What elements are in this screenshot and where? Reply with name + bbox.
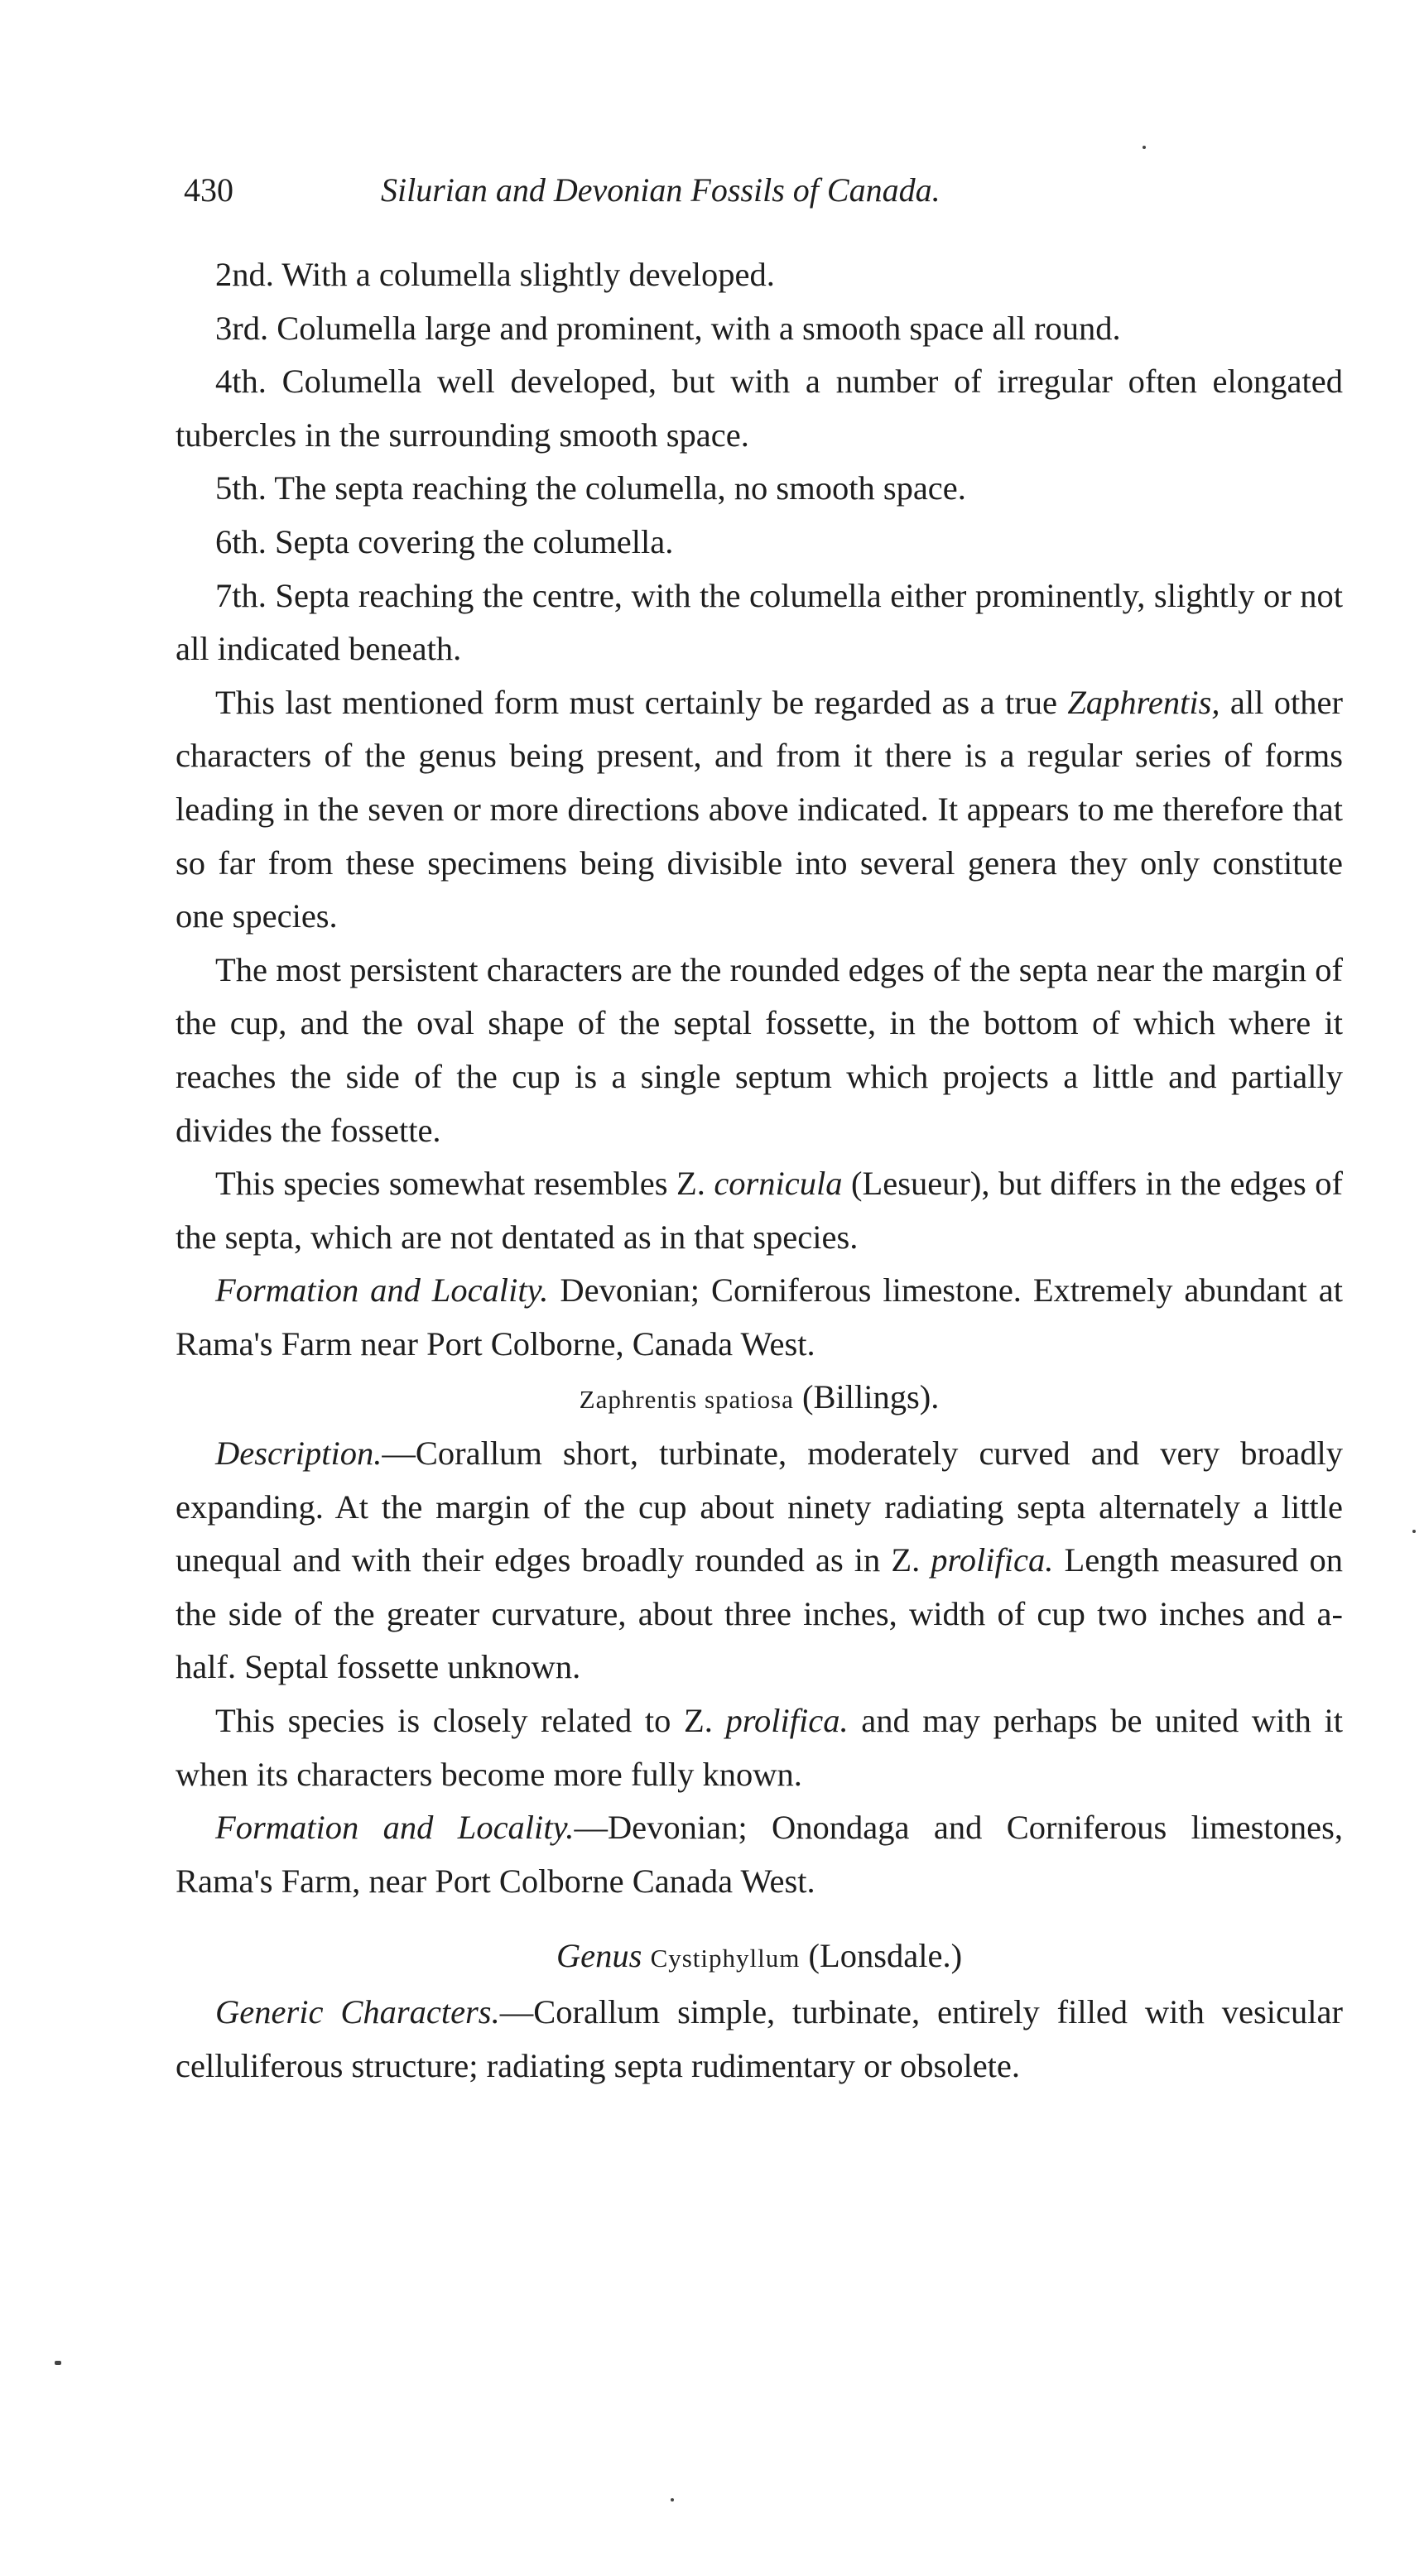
genus-label: Genus [556, 1937, 642, 1975]
description-label: Description. [215, 1435, 382, 1473]
genus-heading [176, 1930, 1343, 1986]
species-name-prolifica-2: prolifica. [725, 1702, 849, 1740]
list-item-4th: 4th. Columella well developed, but with a number of irregular often elongated tubercles in the surrounding smooth space. [176, 363, 1343, 454]
running-title: Silurian and Devonian Fossils of Canada. [381, 171, 941, 209]
print-speck [671, 2498, 674, 2502]
list-item-2nd: 2nd. With a columella slightly developed. [215, 256, 775, 293]
species-name-cornicula: cornicula [714, 1165, 843, 1203]
formation-locality-2: Formation and Locality.—Devonian; Onondaga and Corniferous limestones, Rama's Farm, near Port Colborne Canada West. [176, 1809, 1344, 1900]
species-heading-name: Zaphrentis spatiosa [579, 1385, 794, 1415]
print-speck [55, 2361, 61, 2365]
page-header [184, 166, 1343, 215]
paragraph-resembles: This species somewhat resembles Z. cornicula (Lesueur), but differs in the edges of the septa, which are not dentated as in that species. [176, 1165, 1343, 1256]
list-item-6th: 6th. Septa covering the columella. [215, 522, 674, 560]
formation-label: Formation and Locality. [215, 1271, 549, 1310]
paragraph-last-form: This last mentioned form must certainly be regarded as a true Zaphrentis, all other characters of the genus being present, and from it there is a regular series of forms leading in the seven or more directions above indicated. It appears to me therefore that so far from these specimens being divisible into several genera they only constitute one species. [176, 683, 1344, 935]
generic-characters-paragraph: Generic Characters.—Corallum simple, turbinate, entirely filled with vesicular celluliferous structure; radiating septa rudimentary or obsolete. [176, 1993, 1343, 2084]
page-number: 430 [184, 171, 233, 209]
paragraph-related: This species is closely related to Z. prolifica. and may perhaps be united with it when its characters become more fully known. [176, 1702, 1343, 1793]
genus-heading-author: (Lonsdale.) [808, 1937, 963, 1975]
formation-label-2: Formation and Locality. [215, 1809, 575, 1847]
paragraph-persistent-characters: The most persistent characters are the rounded edges of the septa near the margin of the cup, and the oval shape of the septal fossette, in the bottom of which where it reaches the side of the cup is a single septum which projects a little and partially divides the fossette. [176, 950, 1343, 1149]
description-paragraph: Description.—Corallum short, turbinate, moderately curved and very broadly expanding. At the margin of the cup about ninety radiating septa alternately a little unequal and with their edges broadly rounded as in Z. prolifica. Length measured on the side of the greater curvature, about three inches, width of cup two inches and a-half. Septal fossette unknown. [176, 1435, 1343, 1686]
generic-characters-label: Generic Characters. [215, 1993, 500, 2031]
print-speck [1143, 146, 1146, 149]
list-item-7th: 7th. Septa reaching the centre, with the columella either prominently, slightly or not all indicated beneath. [176, 576, 1343, 668]
body-text [176, 248, 1343, 2093]
species-name-prolifica: prolifica. [931, 1541, 1054, 1579]
genus-heading-name: Cystiphyllum [650, 1944, 801, 1973]
species-heading [176, 1371, 1343, 1427]
print-speck [1412, 1530, 1416, 1533]
list-item-3rd: 3rd. Columella large and prominent, with a smooth space all round. [215, 309, 1121, 347]
species-heading-author: (Billings). [801, 1378, 940, 1416]
formation-locality-1: Formation and Locality. Devonian; Corniferous limestone. Extremely abundant at Rama's Farm near Port Colborne, Canada West. [176, 1271, 1343, 1362]
genus-name-zaphrentis: Zaphrentis, [1067, 683, 1220, 721]
list-item-5th: 5th. The septa reaching the columella, no smooth space. [215, 469, 966, 507]
